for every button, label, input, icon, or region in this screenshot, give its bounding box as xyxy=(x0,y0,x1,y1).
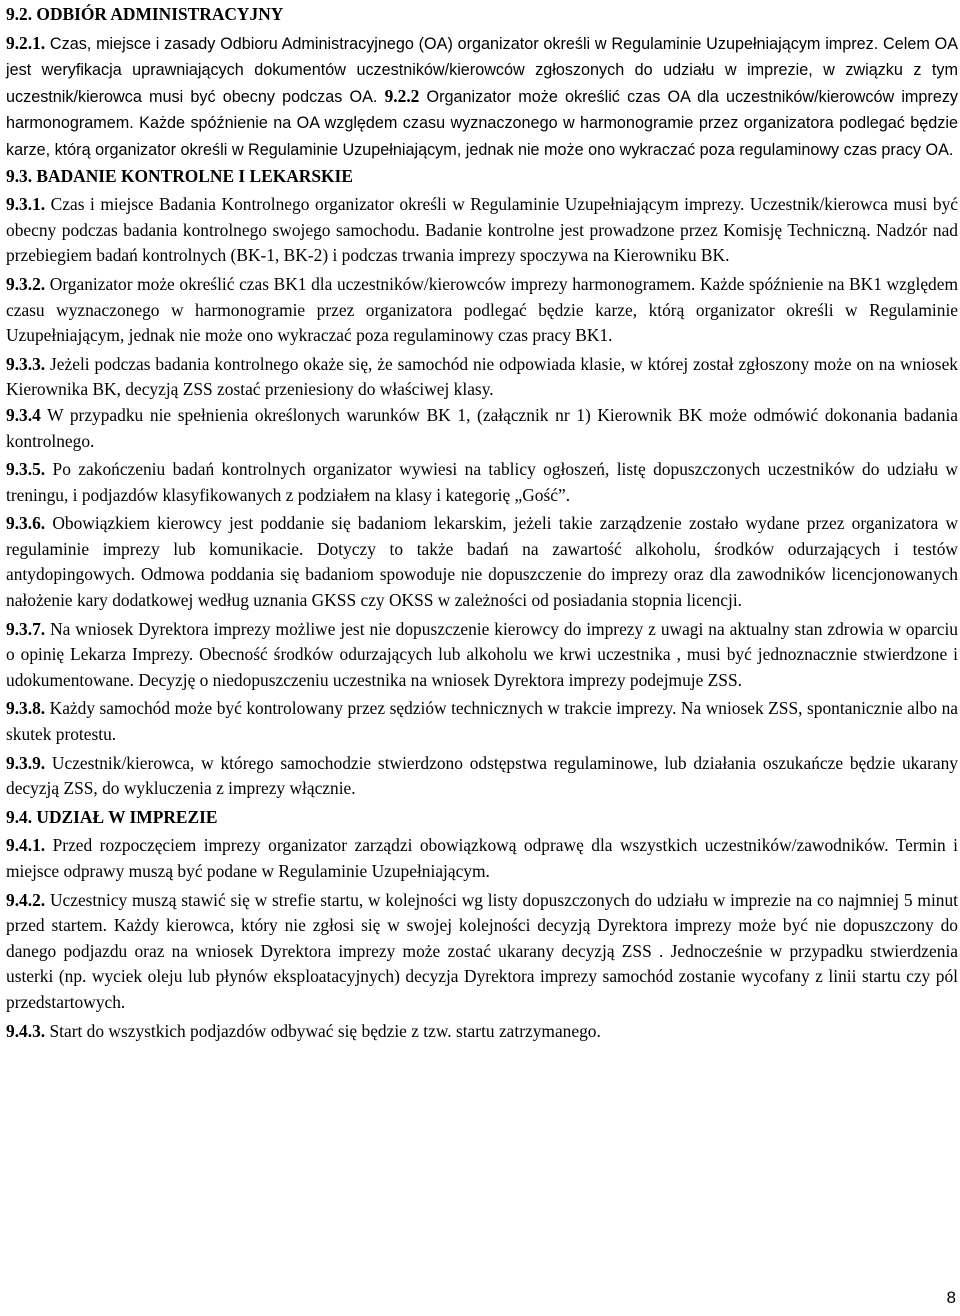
page-number: 8 xyxy=(946,1288,956,1307)
paragraph-9-2-1 xyxy=(6,31,958,164)
paragraph-9-3-5 xyxy=(6,457,958,508)
paragraph-text: Start do wszystkich podjazdów odbywać się będzie z tzw. startu zatrzymanego. xyxy=(45,1020,601,1041)
document-page xyxy=(6,2,958,1044)
paragraph-number: 9.3.3. xyxy=(6,353,46,374)
paragraph-9-4-3 xyxy=(6,1019,958,1045)
paragraph-number: 9.4.2. xyxy=(6,889,46,910)
paragraph-text: Czas, miejsce i zasady Odbioru Administracyjnego (OA) organizator określi w Regulaminie Uzupełniającym imprez. Celem OA jest weryfikacja uprawniających dokumentów uczestników/kierowców zgłoszonych do udziału w imprezie, w związku z tym uczestnik/kierowca musi być obecny podczas OA. xyxy=(6,34,958,106)
paragraph-number: 9.3.5. xyxy=(6,459,46,480)
section-heading-9-4: 9.4. UDZIAŁ W IMPREZIE xyxy=(6,806,218,827)
paragraph-number: 9.3.6. xyxy=(6,513,46,534)
paragraph-text: Przed rozpoczęciem imprezy organizator zarządzi obowiązkową odprawę dla wszystkich uczestników/zawodników. Termin i miejsce odprawy muszą być podane w Regulaminie Uzupełniającym. xyxy=(6,835,958,881)
paragraph-text: Obowiązkiem kierowcy jest poddanie się badaniom lekarskim, jeżeli takie zarządzenie zostało wydane przez organizatora w regulaminie imprezy lub komunikacie. Dotyczy to także badań na zawartość alkoholu, środków odurzających i testów antydopingowych. Odmowa poddania się badaniom spowoduje nie dopuszczenie do imprezy oraz dla zawodników licencjonowanych nałożenie kary dodatkowej według uznania GKSS czy OKSS w zależności od posiadania stopnia licencji. xyxy=(6,513,958,611)
paragraph-9-4-2 xyxy=(6,888,958,1016)
paragraph-9-4-1 xyxy=(6,833,958,884)
paragraph-9-3-2 xyxy=(6,272,958,349)
paragraph-number: 9.4.1. xyxy=(6,835,46,856)
paragraph-9-3-1 xyxy=(6,192,958,269)
paragraph-number: 9.3.4 xyxy=(6,404,41,425)
paragraph-number: 9.2.2 xyxy=(384,85,420,106)
paragraph-text: Organizator może określić czas BK1 dla uczestników/kierowców imprezy harmonogramem. Każde spóźnienie na BK1 względem czasu wyznaczonego w harmonogramie przez organizatora podlegać będzie karze, którą organizator określi w Regulaminie Uzupełniającym, jednak nie może ono wykraczać poza regulaminowy czas pracy BK1. xyxy=(6,273,958,346)
paragraph-number: 9.4.3. xyxy=(6,1020,46,1041)
paragraph-number: 9.3.8. xyxy=(6,698,46,719)
paragraph-number: 9.3.7. xyxy=(6,618,46,639)
section-heading-9-3: 9.3. BADANIE KONTROLNE I LEKARSKIE xyxy=(6,165,353,186)
paragraph-9-3-3 xyxy=(6,352,958,403)
paragraph-9-3-6 xyxy=(6,511,958,613)
paragraph-text: Czas i miejsce Badania Kontrolnego organizator określi w Regulaminie Uzupełniającym imprezy. Uczestnik/kierowca musi być obecny podczas badania kontrolnego swojego samochodu. Badanie kontrolne jest prowadzone przez Komisję Techniczną. Nadzór nad przebiegiem badań kontrolnych (BK-1, BK-2) i podczas trwania imprezy spoczywa na Kierowniku BK. xyxy=(6,194,958,266)
paragraph-text: Po zakończeniu badań kontrolnych organizator wywiesi na tablicy ogłoszeń, listę dopuszczonych uczestników do udziału w treningu, i podjazdów klasyfikowanych z podziałem na klasy i kategorię „Gość”. xyxy=(6,459,958,505)
paragraph-9-3-4 xyxy=(6,403,958,454)
paragraph-number: 9.3.2. xyxy=(6,273,46,294)
paragraph-text: Każdy samochód może być kontrolowany przez sędziów technicznych w trakcie imprezy. Na wniosek ZSS, spontanicznie albo na skutek protestu. xyxy=(6,698,958,745)
paragraph-text: W przypadku nie spełnienia określonych warunków BK 1, (załącznik nr 1) Kierownik BK może odmówić dokonania badania kontrolnego. xyxy=(6,404,958,451)
paragraph-text: Organizator może określić czas OA dla uczestników/kierowców imprezy harmonogramem. Każde spóźnienie na OA względem czasu wyznaczonego w harmonogramie przez organizatora podlegać będzie karze, którą organizator określi w Regulaminie Uzupełniającym, jednak nie może ono wykraczać poza regulaminowy czas pracy OA. xyxy=(6,87,959,159)
paragraph-9-3-8 xyxy=(6,696,958,747)
section-heading-9-2: 9.2. ODBIÓR ADMINISTRACYJNY xyxy=(6,4,284,24)
paragraph-number: 9.3.1. xyxy=(6,194,46,215)
paragraph-text: Uczestnicy muszą stawić się w strefie startu, w kolejności wg listy dopuszczonych do udziału w imprezie na co najmniej 5 minut przed startem. Każdy kierowca, który nie zgłosi się w swojej kolejności decyzją Dyrektora imprezy może być nie dopuszczony do danego podjazdu oraz na wniosek Dyrektora imprezy może zostać ukarany decyzją ZSS . Jednocześnie w przypadku stwierdzenia usterki (np. wyciek oleju lub płynów eksploatacyjnych) decyzja Dyrektora imprezy samochód zostanie wycofany z linii startu czy pól przedstartowych. xyxy=(6,889,958,1012)
paragraph-text: Uczestnik/kierowca, w którego samochodzie stwierdzono odstępstwa regulaminowe, lub działania oszukańcze będzie ukarany decyzją ZSS, do wykluczenia z imprezy włącznie. xyxy=(6,752,958,799)
paragraph-text: Jeżeli podczas badania kontrolnego okaże się, że samochód nie odpowiada klasie, w której został zgłoszony może on na wniosek Kierownika BK, decyzją ZSS zostać przeniesiony do właściwej klasy. xyxy=(6,353,958,400)
paragraph-text: Na wniosek Dyrektora imprezy możliwe jest nie dopuszczenie kierowcy do imprezy z uwagi na aktualny stan zdrowia w oparciu o opinię Lekarza Imprezy. Obecność środków odurzających lub alkoholu we krwi uczestnika , musi być jednoznacznie stwierdzone i udokumentowane. Decyzję o niedopuszczeniu uczestnika na wniosek Dyrektora imprezy podejmuje ZSS. xyxy=(6,618,958,690)
paragraph-number: 9.3.9. xyxy=(6,752,46,773)
paragraph-number: 9.2.1. xyxy=(6,32,46,53)
paragraph-9-3-7 xyxy=(6,617,958,694)
paragraph-9-3-9 xyxy=(6,751,958,802)
